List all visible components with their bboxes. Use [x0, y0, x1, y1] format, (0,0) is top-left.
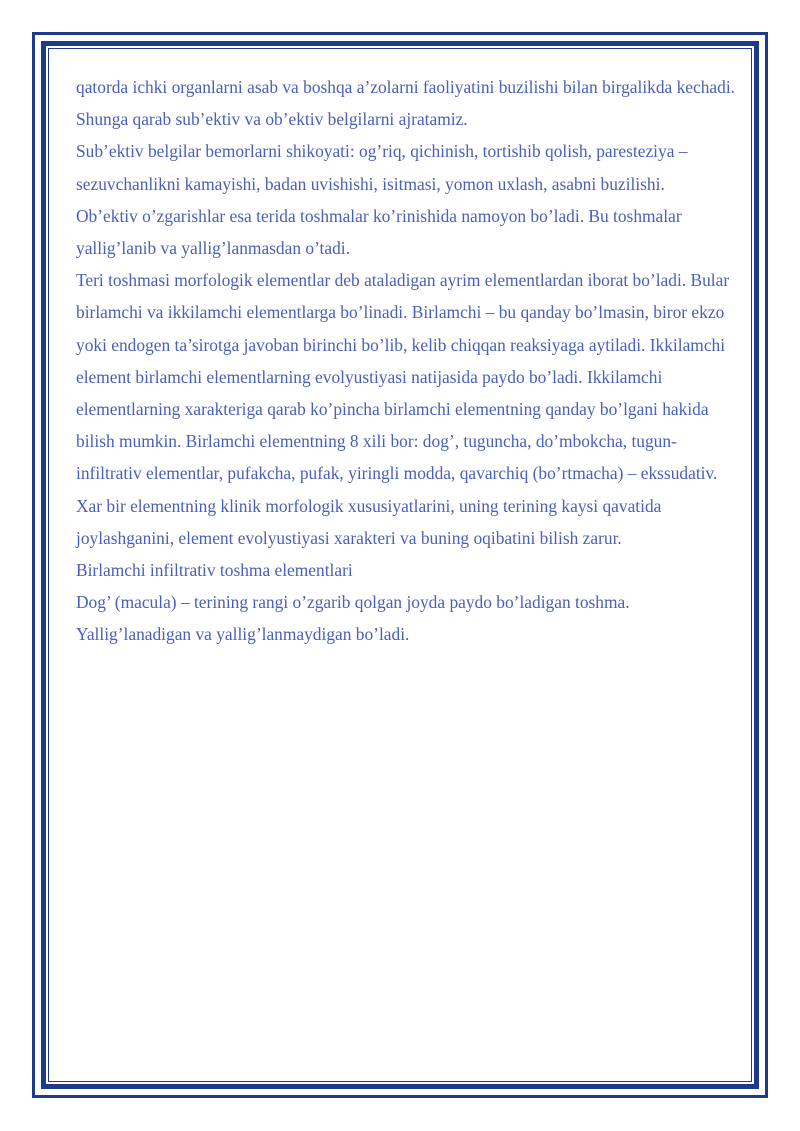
paragraph-objective-changes: Ob’ektiv o’zgarishlar esa terida toshmalar ko’rinishida namoyon bo’ladi. Bu toshmalar yallig’lanib va yallig’lanmasdan o’tadi.	[76, 205, 682, 259]
paragraph-element-features: Xar bir elementning klinik morfologik xususiyatlarini, uning terining kaysi qavatida joylashganini, element evolyustiyasi xarakteri va buning oqibatini bilish zarur.	[76, 495, 662, 548]
document-body	[76, 71, 736, 651]
paragraph-subjective-signs: Sub’ektiv belgilar bemorlarni shikoyati: og’riq, qichinish, tortishib qolish, paresteziya – sezuvchanlikni kamayishi, badan uvishishi, isitmasi, yomon uxlash, asabni buzilishi.	[76, 141, 688, 194]
paragraph-intro: qatorda ichki organlarni asab va boshqa a’zolarni faoliyatini buzilishi bilan birgalikda kechadi. Shunga qarab sub’ektiv va ob’ektiv belgilarni ajratamiz.	[76, 77, 736, 130]
paragraph-macula: Dog’ (macula) – terining rangi o’zgarib qolgan joyda paydo bo’ladigan toshma. Yallig’lanadigan va yallig’lanmaydigan bo’ladi.	[76, 592, 630, 645]
paragraph-skin-rash: Teri toshmasi morfologik elementlar deb ataladigan ayrim elementlardan iborat bo’ladi. Bular birlamchi va ikkilamchi elementlarga bo’linadi. Birlamchi – bu qanday bo’lmasin, biror ekzo yoki endogen ta’sirotga javoban birinchi bo’lib, kelib chiqqan reaksiyaga aytiladi. Ikkilamchi element birlamchi elementlarning evolyustiyasi natijasida paydo bo’ladi. Ikkilamchi elementlarning xarakteriga qarab ko’pincha birlamchi elementning qanday bo’lgani hakida bilish mumkin. Birlamchi elementning 8 xili bor: dog’, tuguncha, do’mbokcha, tugun-infiltrativ elementlar, pufakcha, pufak, yiringli modda, qavarchiq (bo’rtmacha) – ekssudativ.	[76, 270, 730, 484]
section-heading-primary-elements: Birlamchi infiltrativ toshma elementlari	[76, 560, 353, 581]
